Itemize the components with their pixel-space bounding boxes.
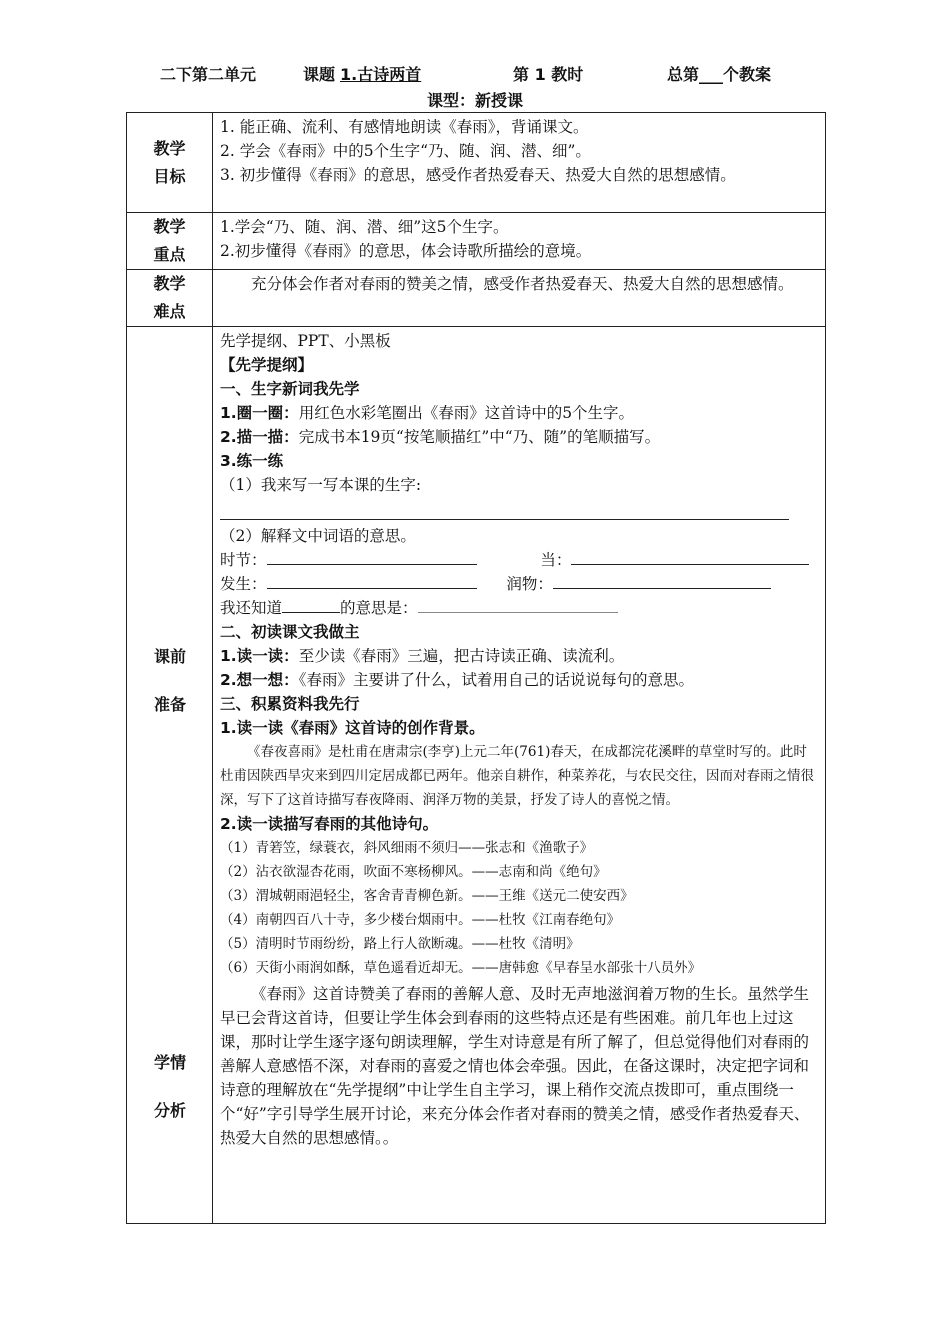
- outline-title: 【先学提纲】: [220, 356, 314, 374]
- s1-item1-text: 用红色水彩笔圈出《春雨》这首诗中的5个生字。: [298, 404, 635, 422]
- word-fill-row-1: [220, 548, 819, 572]
- lesson-label: 课题: [303, 65, 336, 84]
- lesson-title: 1.古诗两首: [340, 65, 422, 84]
- poem-line: （3）渭城朝雨浥轻尘，客舍青青柳色新。——王维《送元二使安西》: [220, 888, 634, 904]
- word-1-label: 时节：: [220, 551, 267, 569]
- section2-title: 二、初读课文我做主: [220, 623, 360, 641]
- word-3-blank[interactable]: [267, 572, 477, 589]
- word-4-blank[interactable]: [553, 572, 771, 589]
- preparation-label-1: 课前: [153, 647, 186, 666]
- s1-item2-label: 2.描一描：: [220, 428, 299, 446]
- word-2-blank[interactable]: [571, 548, 809, 565]
- section1-title: 一、生字新词我先学: [220, 380, 360, 398]
- key-point-item: 2.初步懂得《春雨》的意思，体会诗歌所描绘的意境。: [220, 242, 592, 260]
- s1-item2-text: 完成书本19页“按笔顺描红”中“乃、随”的笔顺描写。: [298, 428, 661, 446]
- difficulties-text: 充分体会作者对春雨的赞美之情，感受作者热爱春天、热爱大自然的思想感情。: [251, 275, 794, 293]
- s1-item2: [220, 425, 819, 449]
- poem-line: （2）沾衣欲湿杏花雨，吹面不寒杨柳风。——志南和尚《绝句》: [220, 864, 607, 880]
- s2-item2-label: 2.想一想：: [220, 671, 299, 689]
- know-word-blank[interactable]: [282, 596, 340, 613]
- analysis-label-1: 学情: [153, 1053, 186, 1072]
- word-3-label: 发生：: [220, 575, 267, 593]
- s1-item3-sub2: （2）解释文中词语的意思。: [220, 527, 416, 545]
- word-fill-row-2: [220, 572, 819, 596]
- s2-item2-text: 《春雨》主要讲了什么，试着用自己的话说说每句的意思。: [298, 671, 694, 689]
- key-points-label-2: 重点: [153, 245, 186, 264]
- preparation-row: [127, 327, 826, 1224]
- s1-item1-label: 1.圈一圈：: [220, 404, 299, 422]
- difficulties-label: [127, 270, 213, 327]
- lesson-plan-table: [126, 112, 826, 1224]
- analysis-label: [127, 1049, 213, 1125]
- goals-label: [127, 113, 213, 213]
- period-label: 第 1 教时: [513, 65, 584, 84]
- key-points-row: [127, 213, 826, 270]
- s3-item2-title: 2.读一读描写春雨的其他诗句。: [220, 815, 439, 833]
- poem-line: （6）天街小雨润如酥，草色遥看近却无。——唐韩愈《早春呈水部张十八员外》: [220, 960, 702, 976]
- section3-title: 三、积累资料我先行: [220, 695, 360, 713]
- total-plan-label: 总第___个教案: [667, 65, 772, 84]
- goals-label-2: 目标: [153, 166, 186, 186]
- poem-line: （1）青箬笠，绿蓑衣，斜风细雨不须归——张志和《渔歌子》: [220, 840, 594, 856]
- difficulties-row: [127, 270, 826, 327]
- key-points-label: [127, 213, 213, 270]
- s2-item1-label: 1.读一读：: [220, 647, 299, 665]
- word-1-blank[interactable]: [267, 548, 477, 565]
- preparation-label: [127, 643, 213, 719]
- word-4-label: 润物：: [506, 575, 553, 593]
- goals-row: [127, 113, 826, 213]
- preparation-content: [213, 327, 826, 1224]
- key-points-label-1: 教学: [153, 217, 186, 236]
- key-points-content: [213, 213, 826, 270]
- difficulties-label-2: 难点: [153, 302, 186, 321]
- s2-item1: [220, 644, 819, 668]
- goals-content: [213, 113, 826, 213]
- unit-label: 二下第二单元: [160, 65, 257, 84]
- analysis-text: 《春雨》这首诗赞美了春雨的善解人意、及时无声地滋润着万物的生长。虽然学生早已会背这首诗，但要让学生体会到春雨的这些特点还是有些困难。前几年也上过这课，那时让学生逐字逐句朗读理解，学生对诗意是有所了解了，但总觉得他们对春雨的善解人意感悟不深，对春雨的喜爱之情也体会牵强。因此，在备这课时，决定把字词和诗意的理解放在“先学提纲”中让学生自主学习，课上稍作交流点拨即可，重点围绕一个“好”字引导学生展开讨论，来充分体会作者对春雨的赞美之情，感受作者热爱春天、热爱大自然的思想感情。。: [220, 985, 810, 1147]
- key-point-item: 1.学会“乃、随、润、潜、细”这5个生字。: [220, 218, 509, 236]
- s3-item1-title: 1.读一读《春雨》这首诗的创作背景。: [220, 719, 485, 737]
- goal-item: 2. 学会《春雨》中的5个生字“乃、随、润、潜、细”。: [220, 142, 591, 160]
- preparation-label-2: 准备: [153, 695, 186, 714]
- materials: 先学提纲、PPT、小黑板: [220, 332, 391, 350]
- goal-item: 1. 能正确、流利、有感情地朗读《春雨》，背诵课文。: [220, 118, 589, 136]
- write-characters-line[interactable]: [220, 497, 789, 520]
- document-header: [0, 62, 950, 86]
- goals-label-1: 教学: [153, 138, 186, 158]
- difficulties-label-1: 教学: [153, 274, 186, 293]
- analysis-label-2: 分析: [153, 1101, 186, 1120]
- poem-line: （4）南朝四百八十寺，多少楼台烟雨中。——杜牧《江南春绝句》: [220, 912, 621, 928]
- s1-item3-title: 3.练一练: [220, 452, 284, 470]
- background-text: 《春夜喜雨》是杜甫在唐肃宗(李亨)上元二年(761)春天，在成都浣花溪畔的草堂时写的。此时杜甫因陕西旱灾来到四川定居成都已两年。他亲自耕作，种菜养花，与农民交往，因而对春雨之情很深，写下了这首诗描写春夜降雨、润泽万物的美景，抒发了诗人的喜悦之情。: [220, 744, 814, 808]
- s2-item1-text: 至少读《春雨》三遍，把古诗读正确、读流利。: [298, 647, 625, 665]
- course-type: 课型：新授课: [426, 91, 523, 110]
- know-more-row: [220, 596, 819, 620]
- s1-item1: [220, 401, 819, 425]
- difficulties-content: [213, 270, 826, 327]
- know-meaning-blank[interactable]: [418, 596, 618, 613]
- word-2-label: 当：: [540, 551, 572, 569]
- preparation-analysis-label: [127, 327, 213, 1224]
- know-suffix: 的意思是：: [340, 599, 418, 617]
- goal-item: 3. 初步懂得《春雨》的意思，感受作者热爱春天、热爱大自然的思想感情。: [220, 166, 736, 184]
- s1-item3-sub1: （1）我来写一写本课的生字:: [220, 476, 422, 494]
- s2-item2: [220, 668, 819, 692]
- know-prefix: 我还知道: [220, 599, 283, 617]
- poem-line: （5）清明时节雨纷纷，路上行人欲断魂。——杜牧《清明》: [220, 936, 580, 952]
